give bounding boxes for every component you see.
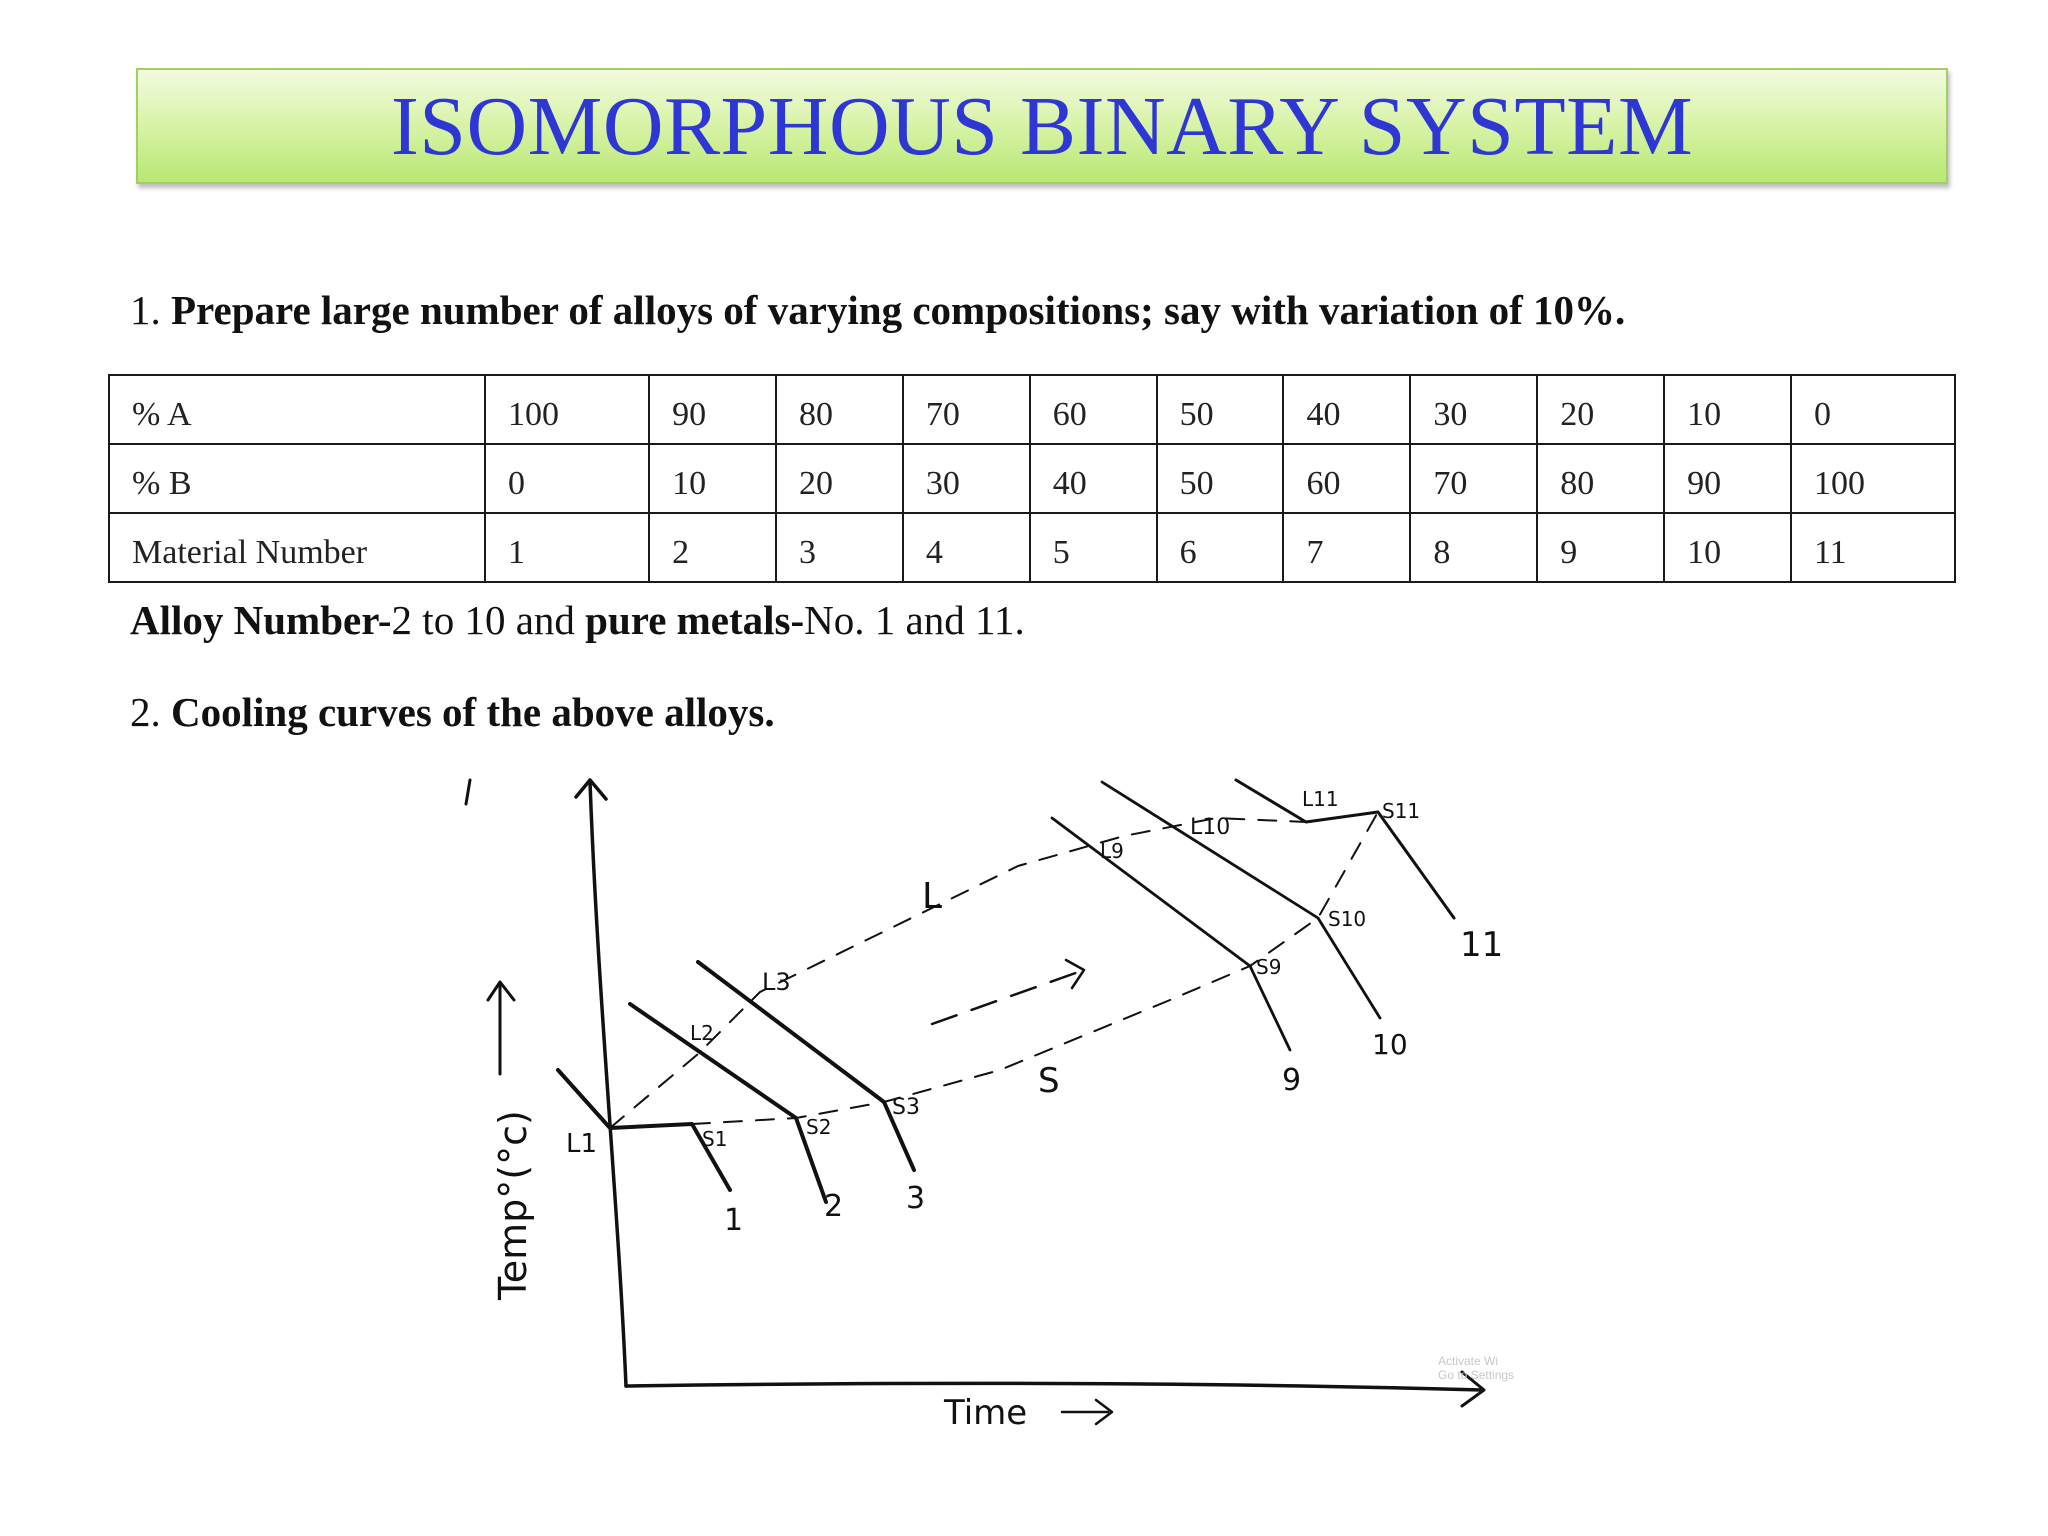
label-S10: S10 (1328, 907, 1367, 931)
cooling-curve-11 (1236, 780, 1454, 918)
table-cell: 2 (649, 513, 776, 582)
table-row (109, 375, 1955, 444)
table-cell: 3 (776, 513, 903, 582)
table-cell: 20 (1537, 375, 1664, 444)
step-2-number: 2. (130, 689, 161, 735)
alloy-number-label: Alloy Number- (130, 597, 392, 643)
table-cell: 50 (1157, 444, 1284, 513)
time-axis (626, 1383, 1482, 1390)
table-cell: 7 (1283, 513, 1410, 582)
table-cell: 30 (1410, 375, 1537, 444)
table-cell: 8 (1410, 513, 1537, 582)
table-cell: 70 (903, 375, 1030, 444)
cooling-curve-9 (1052, 818, 1290, 1050)
table-cell: 10 (1664, 375, 1791, 444)
curve-number-9: 9 (1282, 1063, 1302, 1098)
table-cell: 11 (1791, 513, 1955, 582)
table-cell: 70 (1410, 444, 1537, 513)
label-L2: L2 (690, 1021, 714, 1045)
curve-number-3: 3 (906, 1181, 926, 1216)
x-axis-label: Time (944, 1393, 1028, 1433)
table-cell: 50 (1157, 375, 1284, 444)
alloy-note (130, 596, 1025, 644)
table-cell: 60 (1283, 444, 1410, 513)
step-1 (130, 286, 1625, 334)
pure-metals-value: No. 1 and 11. (804, 597, 1025, 643)
table-cell: 60 (1030, 375, 1157, 444)
region-liquid-label: L (922, 876, 943, 917)
cooling-curve-2 (630, 1004, 826, 1202)
watermark-line-2: Go to Settings (1438, 1368, 1515, 1382)
y-axis-label: Temp°(°c) (491, 1110, 535, 1300)
label-S9: S9 (1256, 955, 1282, 979)
table-cell: 1 (485, 513, 649, 582)
mid-arrow (932, 970, 1084, 1024)
watermark-line-1: Activate Wi (1438, 1354, 1499, 1368)
title-banner (136, 68, 1948, 184)
label-S2: S2 (806, 1115, 832, 1139)
table-cell: 80 (1537, 444, 1664, 513)
table-cell: 90 (649, 375, 776, 444)
table-row (109, 444, 1955, 513)
table-row-header: % A (109, 375, 485, 444)
table-cell: 5 (1030, 513, 1157, 582)
table-cell: 80 (776, 375, 903, 444)
curve-number-11: 11 (1460, 925, 1504, 965)
table-row (109, 513, 1955, 582)
cooling-curves-sketch (430, 750, 1570, 1450)
table-cell: 90 (1664, 444, 1791, 513)
label-S1: S1 (702, 1127, 728, 1151)
table-cell: 30 (903, 444, 1030, 513)
curve-number-1: 1 (724, 1203, 744, 1238)
label-L10: L10 (1190, 815, 1231, 840)
label-S3: S3 (892, 1095, 920, 1120)
label-S11: S11 (1382, 799, 1421, 823)
table-cell: 10 (1664, 513, 1791, 582)
stray-mark (466, 780, 470, 804)
region-solid-label: S (1038, 1061, 1060, 1101)
table-cell: 4 (903, 513, 1030, 582)
table-cell: 0 (485, 444, 649, 513)
label-L1: L1 (566, 1129, 598, 1159)
slide-title: ISOMORPHOUS BINARY SYSTEM (390, 79, 1694, 173)
label-L9: L9 (1100, 839, 1124, 863)
table-cell: 100 (485, 375, 649, 444)
step-1-text: Prepare large number of alloys of varying compositions; say with variation of 10%. (171, 287, 1626, 333)
table-cell: 100 (1791, 444, 1955, 513)
step-2-text: Cooling curves of the above alloys. (171, 689, 775, 735)
temperature-axis (590, 782, 626, 1386)
table-row-header: Material Number (109, 513, 485, 582)
table-cell: 40 (1283, 375, 1410, 444)
label-L3: L3 (762, 968, 791, 996)
activation-watermark (1438, 1354, 1514, 1382)
alloy-number-value: 2 to 10 and (391, 597, 586, 643)
step-2 (130, 688, 775, 736)
table-cell: 10 (649, 444, 776, 513)
curve-number-10: 10 (1372, 1028, 1408, 1061)
pure-metals-label: pure metals- (585, 597, 805, 643)
table-row-header: % B (109, 444, 485, 513)
table-cell: 9 (1537, 513, 1664, 582)
table-cell: 6 (1157, 513, 1284, 582)
table-cell: 40 (1030, 444, 1157, 513)
step-1-number: 1. (130, 287, 161, 333)
table-cell: 20 (776, 444, 903, 513)
curve-number-2: 2 (824, 1189, 844, 1224)
label-L11: L11 (1302, 787, 1339, 811)
alloy-composition-table (108, 374, 1956, 583)
table-cell: 0 (1791, 375, 1955, 444)
